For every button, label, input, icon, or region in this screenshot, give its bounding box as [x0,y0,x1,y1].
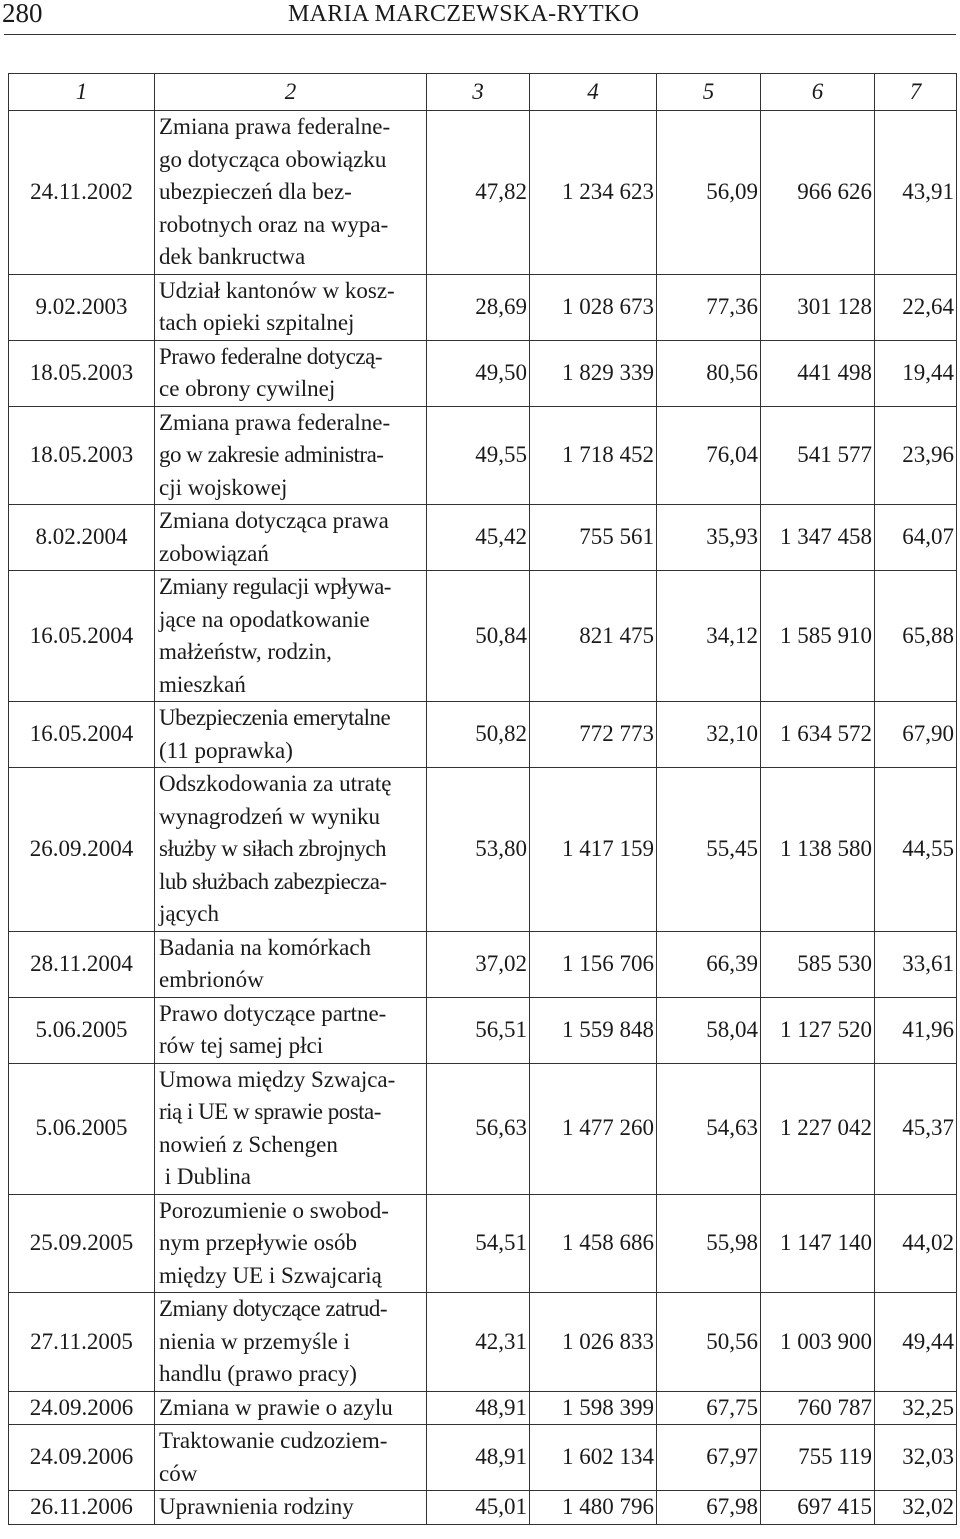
vote-subject [155,997,427,1063]
no-percent: 44,02 [875,1194,957,1293]
vote-date: 16.05.2004 [9,702,155,768]
table-row [9,1293,957,1392]
no-votes: 755 119 [761,1425,875,1491]
table-row [9,340,957,406]
vote-date: 26.11.2006 [9,1491,155,1525]
referendum-table [8,73,957,1525]
vote-subject-line: Ubezpieczenia emerytalne [159,705,391,730]
vote-date: 24.11.2002 [9,111,155,275]
vote-subject-line: między UE i Szwajcarią [159,1262,382,1288]
vote-subject-line: Zmiana prawa federalne- [159,409,391,435]
table-row [9,702,957,768]
yes-percent: 54,63 [657,1063,761,1194]
vote-subject [155,1293,427,1392]
turnout-percent: 42,31 [427,1293,530,1392]
turnout-percent: 47,82 [427,111,530,275]
vote-date: 24.09.2006 [9,1391,155,1425]
vote-subject-line: Traktowanie cudzoziem- [159,1428,388,1453]
yes-percent: 67,97 [657,1425,761,1491]
yes-votes: 772 773 [530,702,657,768]
vote-date: 27.11.2005 [9,1293,155,1392]
no-percent: 67,90 [875,702,957,768]
table-row [9,1491,957,1525]
table-row [9,406,957,505]
table-row [9,1063,957,1194]
table-row [9,111,957,275]
vote-subject [155,111,427,275]
yes-votes: 1 156 706 [530,931,657,997]
no-percent: 64,07 [875,505,957,571]
page-header [0,0,960,34]
vote-subject-line: i Dublina [159,1164,251,1189]
vote-subject-line: Zmiany dotyczące zatrud- [159,1296,388,1321]
yes-votes: 1 480 796 [530,1491,657,1525]
vote-subject [155,505,427,571]
table-row [9,997,957,1063]
no-votes: 760 787 [761,1391,875,1425]
vote-subject [155,340,427,406]
vote-date: 18.05.2003 [9,406,155,505]
vote-subject-line: ce obrony cywilnej [159,376,336,401]
no-percent: 23,96 [875,406,957,505]
column-number: 6 [761,74,875,111]
yes-percent: 32,10 [657,702,761,768]
column-number: 3 [427,74,530,111]
no-votes: 585 530 [761,931,875,997]
yes-votes: 1 598 399 [530,1391,657,1425]
yes-votes: 1 559 848 [530,997,657,1063]
vote-subject-line: jące na opodatkowanie [159,606,370,632]
vote-subject-line: rią i UE w sprawie posta- [159,1099,381,1124]
no-percent: 32,03 [875,1425,957,1491]
turnout-percent: 50,84 [427,571,530,702]
no-percent: 65,88 [875,571,957,702]
vote-subject-line: Umowa między Szwajca- [159,1066,396,1092]
vote-date: 16.05.2004 [9,571,155,702]
yes-votes: 1 417 159 [530,768,657,932]
yes-votes: 1 026 833 [530,1293,657,1392]
yes-percent: 35,93 [657,505,761,571]
vote-date: 18.05.2003 [9,340,155,406]
yes-percent: 58,04 [657,997,761,1063]
vote-subject-line: zobowiązań [159,540,269,566]
turnout-percent: 45,01 [427,1491,530,1525]
turnout-percent: 49,50 [427,340,530,406]
yes-votes: 1 028 673 [530,274,657,340]
no-percent: 33,61 [875,931,957,997]
no-votes: 1 585 910 [761,571,875,702]
no-votes: 1 003 900 [761,1293,875,1392]
no-votes: 697 415 [761,1491,875,1525]
turnout-percent: 53,80 [427,768,530,932]
yes-percent: 50,56 [657,1293,761,1392]
vote-subject-line: nym przepływie osób [159,1230,358,1255]
yes-percent: 34,12 [657,571,761,702]
turnout-percent: 28,69 [427,274,530,340]
vote-subject-line: Zmiana prawa federalne- [159,114,391,139]
column-number: 2 [155,74,427,111]
no-percent: 49,44 [875,1293,957,1392]
yes-votes: 1 829 339 [530,340,657,406]
vote-subject-line: Zmiana dotycząca prawa [159,508,389,533]
vote-date: 5.06.2005 [9,1063,155,1194]
yes-votes: 1 234 623 [530,111,657,275]
vote-subject-line: ców [159,1460,198,1486]
yes-votes: 1 477 260 [530,1063,657,1194]
vote-subject-line: (11 poprawka) [159,737,293,763]
table-row [9,768,957,932]
vote-subject-line: Zmiana w prawie o azylu [159,1394,393,1420]
vote-date: 5.06.2005 [9,997,155,1063]
no-votes: 966 626 [761,111,875,275]
vote-subject [155,274,427,340]
vote-subject [155,406,427,505]
yes-votes: 1 602 134 [530,1425,657,1491]
turnout-percent: 37,02 [427,931,530,997]
yes-percent: 67,98 [657,1491,761,1525]
vote-subject-line: rów tej samej płci [159,1033,324,1058]
yes-percent: 77,36 [657,274,761,340]
turnout-percent: 49,55 [427,406,530,505]
vote-date: 26.09.2004 [9,768,155,932]
no-votes: 1 127 520 [761,997,875,1063]
vote-subject-line: Udział kantonów w kosz- [159,277,395,303]
column-number: 7 [875,74,957,111]
vote-subject [155,702,427,768]
vote-subject [155,1425,427,1491]
vote-subject-line: nienia w przemyśle i [159,1328,350,1354]
vote-subject-line: Porozumienie o swobod- [159,1197,389,1223]
table-row [9,505,957,571]
turnout-percent: 45,42 [427,505,530,571]
vote-subject-line: Odszkodowania za utratę [159,771,392,796]
vote-subject [155,931,427,997]
no-votes: 1 147 140 [761,1194,875,1293]
no-percent: 45,37 [875,1063,957,1194]
vote-subject [155,571,427,702]
no-percent: 44,55 [875,768,957,932]
column-number-row [9,74,957,111]
vote-subject-line: mieszkań [159,671,246,697]
turnout-percent: 56,63 [427,1063,530,1194]
no-percent: 19,44 [875,340,957,406]
table-row [9,571,957,702]
no-votes: 1 138 580 [761,768,875,932]
vote-subject-line: handlu (prawo pracy) [159,1361,357,1386]
no-percent: 41,96 [875,997,957,1063]
yes-percent: 76,04 [657,406,761,505]
column-number: 4 [530,74,657,111]
vote-subject-line: dek bankructwa [159,244,306,269]
yes-percent: 80,56 [657,340,761,406]
no-percent: 43,91 [875,111,957,275]
no-percent: 22,64 [875,274,957,340]
vote-subject-line: małżeństw, rodzin, [159,639,332,664]
vote-subject [155,768,427,932]
yes-percent: 66,39 [657,931,761,997]
no-percent: 32,02 [875,1491,957,1525]
no-votes: 541 577 [761,406,875,505]
no-votes: 441 498 [761,340,875,406]
no-votes: 1 347 458 [761,505,875,571]
vote-subject-line: Uprawnienia rodziny [159,1494,354,1519]
table-row [9,931,957,997]
yes-votes: 821 475 [530,571,657,702]
vote-subject-line: Prawo federalne dotyczą- [159,343,382,369]
vote-date: 24.09.2006 [9,1425,155,1491]
vote-subject-line: cji wojskowej [159,474,288,500]
vote-subject-line: wynagrodzeń w wyniku [159,803,381,829]
table-row [9,1391,957,1425]
vote-subject-line: embrionów [159,967,264,992]
vote-subject-line: ubezpieczeń dla bez- [159,179,352,204]
yes-percent: 55,45 [657,768,761,932]
table-row [9,1425,957,1491]
turnout-percent: 48,91 [427,1391,530,1425]
yes-votes: 1 458 686 [530,1194,657,1293]
yes-percent: 55,98 [657,1194,761,1293]
vote-subject [155,1063,427,1194]
vote-subject-line: Zmiany regulacji wpływa- [159,574,391,599]
vote-subject-line: robotnych oraz na wypa- [159,211,389,237]
table-row [9,1194,957,1293]
no-votes: 301 128 [761,274,875,340]
yes-votes: 755 561 [530,505,657,571]
column-number: 5 [657,74,761,111]
column-number: 1 [9,74,155,111]
vote-subject-line: jących [159,901,220,926]
vote-date: 28.11.2004 [9,931,155,997]
vote-subject-line: go dotycząca obowiązku [159,146,387,172]
table-row [9,274,957,340]
no-votes: 1 634 572 [761,702,875,768]
vote-subject-line: Badania na komórkach [159,934,372,960]
vote-date: 9.02.2003 [9,274,155,340]
vote-subject-line: służby w siłach zbrojnych [159,836,387,861]
turnout-percent: 48,91 [427,1425,530,1491]
yes-votes: 1 718 452 [530,406,657,505]
running-title: MARIA MARCZEWSKA-RYTKO [288,1,640,27]
vote-subject-line: go w zakresie administra- [159,442,384,467]
vote-subject [155,1194,427,1293]
yes-percent: 67,75 [657,1391,761,1425]
no-percent: 32,25 [875,1391,957,1425]
turnout-percent: 50,82 [427,702,530,768]
vote-subject-line: Prawo dotyczące partne- [159,1000,387,1026]
vote-subject [155,1491,427,1525]
vote-subject-line: tach opieki szpitalnej [159,310,355,335]
header-rule [4,34,956,35]
vote-subject-line: nowień z Schengen [159,1131,338,1157]
turnout-percent: 54,51 [427,1194,530,1293]
vote-date: 8.02.2004 [9,505,155,571]
page-number: 280 [2,0,43,28]
yes-percent: 56,09 [657,111,761,275]
table-body [9,74,957,1525]
vote-date: 25.09.2005 [9,1194,155,1293]
vote-subject-line: lub służbach zabezpiecza- [159,868,387,894]
turnout-percent: 56,51 [427,997,530,1063]
vote-subject [155,1391,427,1425]
no-votes: 1 227 042 [761,1063,875,1194]
